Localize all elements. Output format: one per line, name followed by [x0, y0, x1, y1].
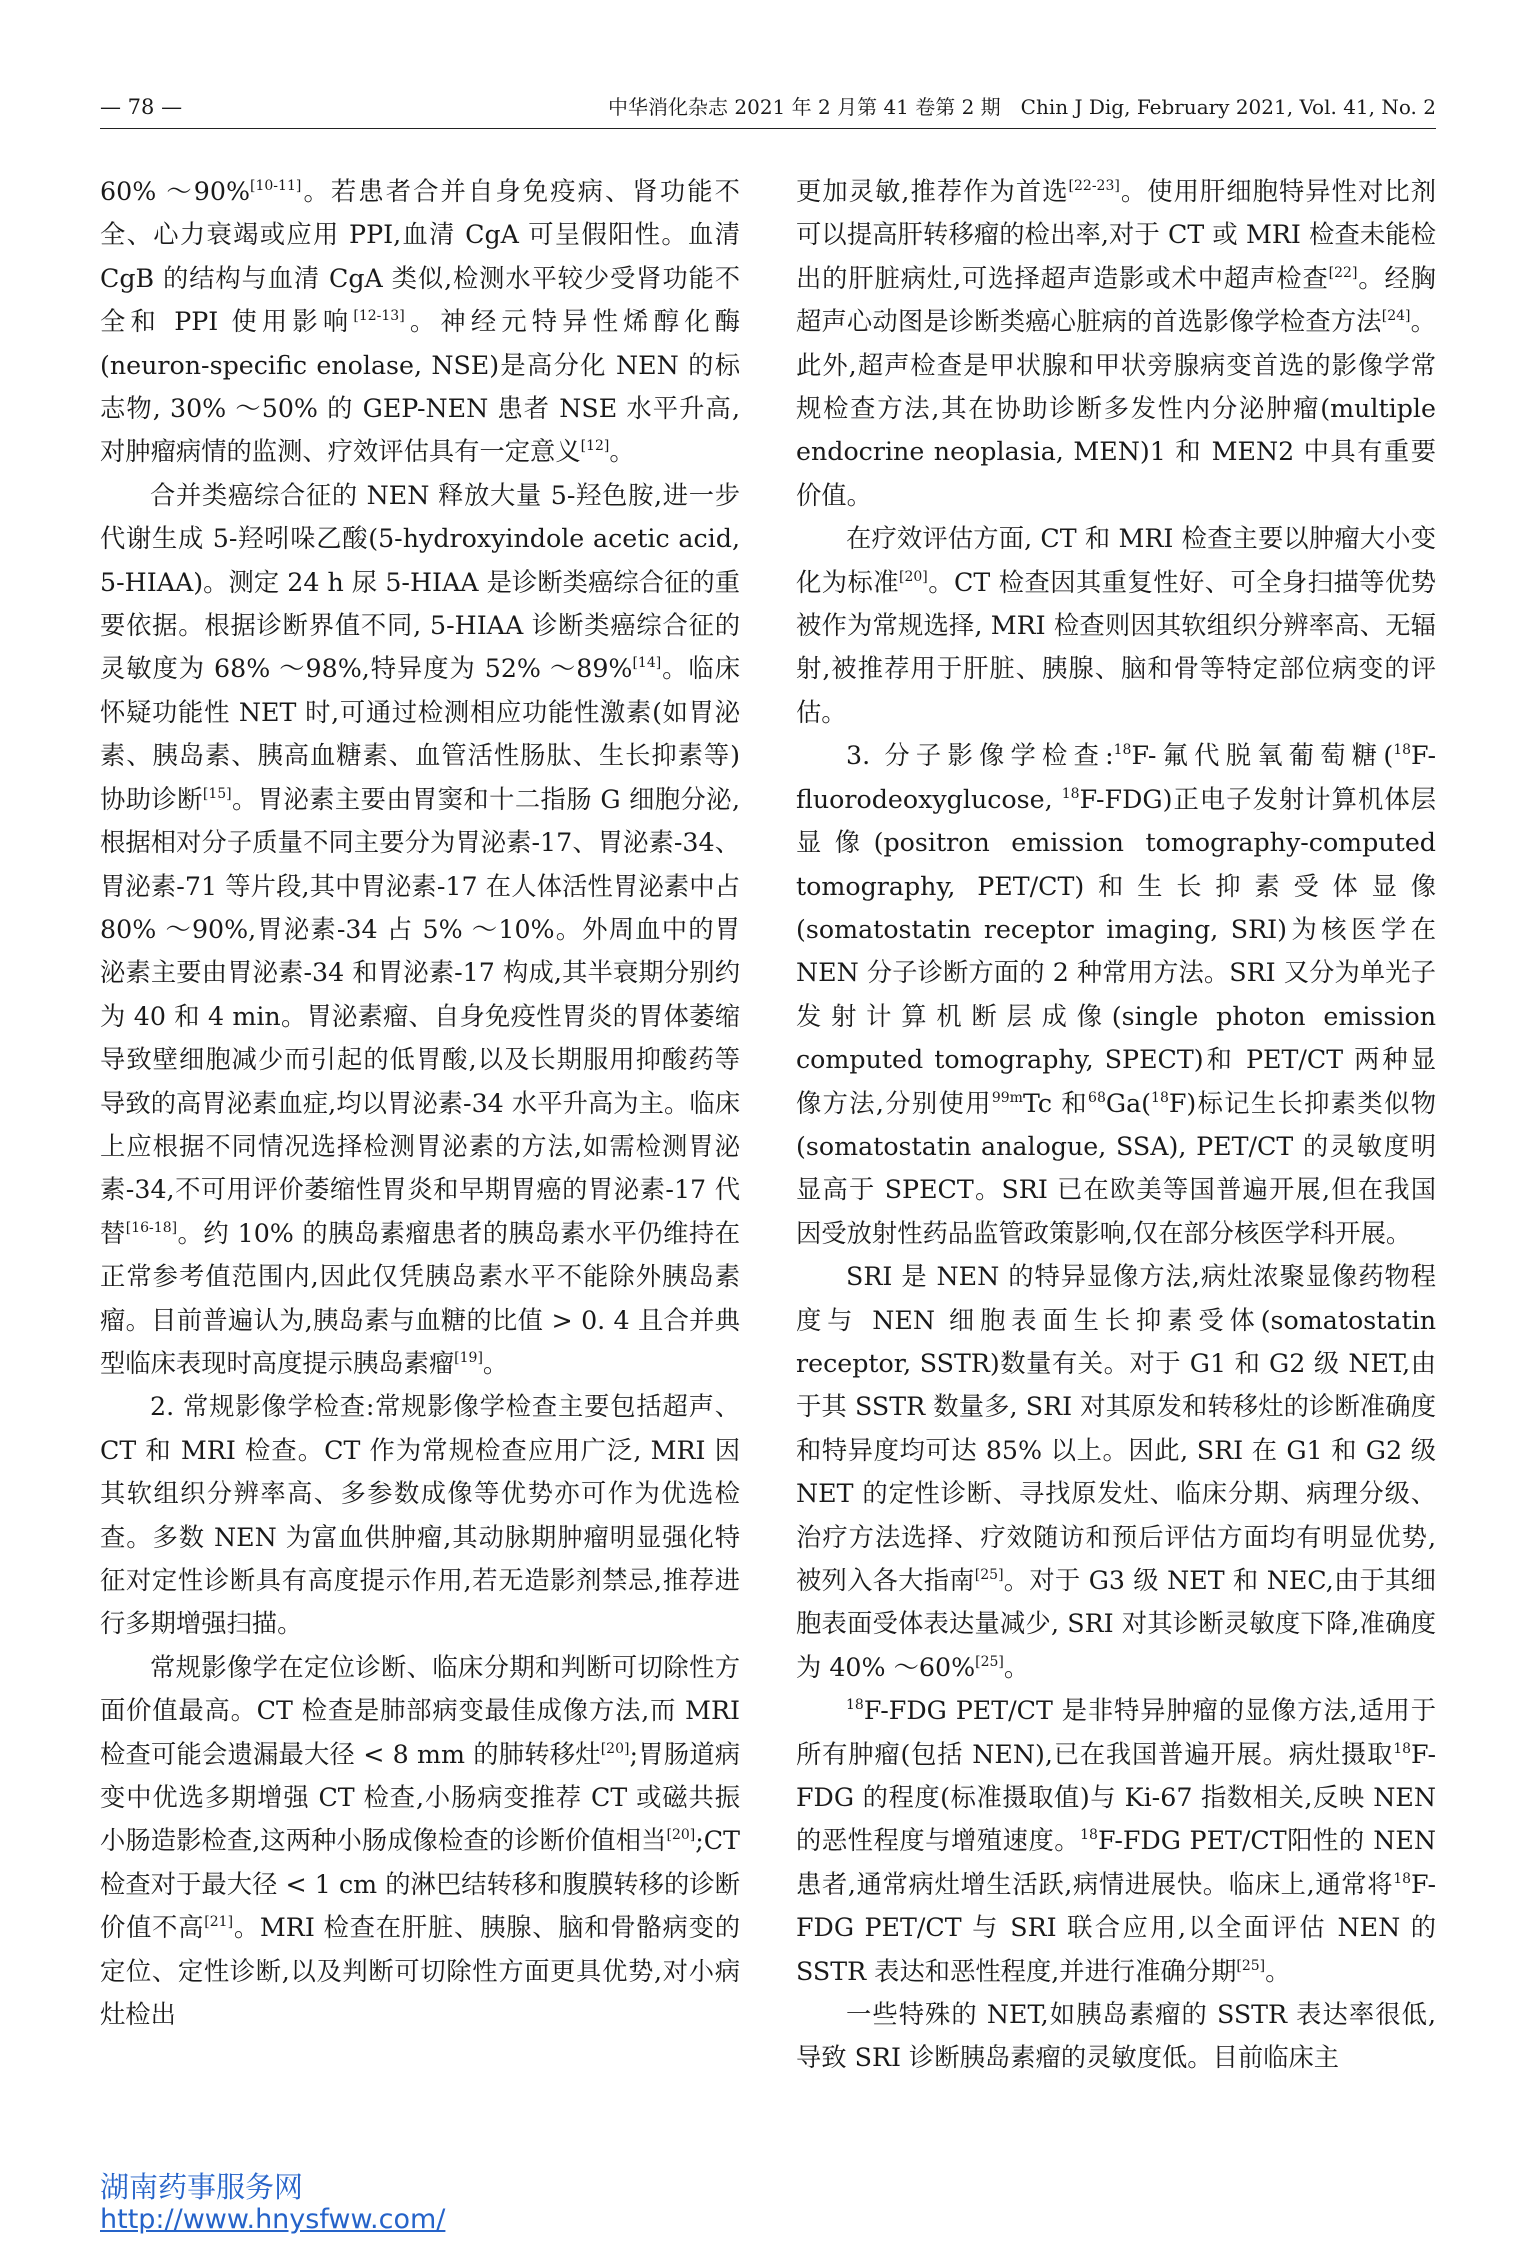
text-run: 。约 10% 的胰岛素瘤患者的胰岛素水平仍维持在正常参考值范围内,因此仅凭胰岛素水平不能除外胰岛素瘤。目前普遍认为,胰岛素与血糖的比值 > 0. 4 且合并典型临床表现时高度提示胰岛素瘤	[100, 1218, 740, 1378]
watermark-url-link[interactable]: http://www.hnysfww.com/	[100, 2204, 446, 2235]
citation-ref: [12]	[580, 438, 610, 455]
paragraph-special-net	[796, 1993, 1436, 2080]
text-run: 一些特殊的 NET,如胰岛素瘤的 SSTR 表达率很低,导致 SRI 诊断胰岛素瘤的灵敏度低。目前临床主	[796, 2000, 1436, 2073]
citation-ref: [25]	[1236, 1957, 1266, 1974]
text-run: 。	[1265, 1956, 1291, 1986]
text-run: F)标记生长抑素类似物(somatostatin analogue, SSA), PET/CT 的灵敏度明显高于 SPECT。SRI 已在欧美等国普遍开展,但在我国因受放射性药品监管政策影响,仅在部分核医学科开展。	[796, 1088, 1437, 1248]
text-run: 在疗效评估方面, CT 和 MRI 检查主要以肿瘤大小变化为标准	[796, 524, 1436, 597]
text-run: F-FDG PET/CT 与 SRI 联合应用,以全面评估 NEN 的 SSTR 表达和恶性程度,并进行准确分期	[796, 1869, 1436, 1986]
isotope-superscript: 18	[1393, 1740, 1412, 1757]
text-run: Ga(	[1105, 1088, 1152, 1118]
paragraph-efficacy-evaluation	[796, 517, 1436, 734]
text-run: 。经胸超声心动图是诊断类癌心脏病的首选影像学检查方法	[796, 263, 1436, 337]
citation-ref: [16-18]	[125, 1219, 178, 1236]
paragraph-conventional-imaging	[100, 1385, 740, 1645]
text-run: ;CT 检查对于最大径 < 1 cm 的淋巴结转移和腹膜转移的诊断价值不高	[100, 1826, 740, 1943]
isotope-superscript: 18	[1393, 742, 1412, 759]
text-run: 。	[609, 437, 635, 467]
citation-ref: [22]	[1328, 264, 1358, 281]
paragraph-mri-continued	[796, 170, 1436, 517]
text-run: 。CT 检查因其重复性好、可全身扫描等优势被作为常规选择, MRI 检查则因其软组织分辨率高、无辐射,被推荐用于肝脏、胰腺、脑和骨等特定部位病变的评估。	[796, 567, 1436, 727]
text-run: 60% ～90%	[100, 177, 251, 206]
running-header	[100, 92, 1436, 129]
text-run: 常规影像学在定位诊断、临床分期和判断可切除性方面价值最高。CT 检查是肺部病变最佳成像方法,而 MRI 检查可能会遗漏最大径 < 8 mm 的肺转移灶	[100, 1652, 740, 1769]
paragraph-fdg-pet	[796, 1689, 1436, 1993]
citation-ref: [22-23]	[1068, 178, 1120, 194]
citation-ref: [25]	[975, 1653, 1004, 1670]
journal-citation: 中华消化杂志 2021 年 2 月第 41 卷第 2 期 Chin J Dig, February 2021, Vol. 41, No. 2	[608, 95, 1436, 119]
text-run: F-FDG PET/CT 是非特异肿瘤的显像方法,适用于所有肿瘤(包括 NEN),已在我国普遍开展。病灶摄取	[796, 1696, 1436, 1769]
citation-ref: [20]	[666, 1827, 696, 1844]
citation-ref: [14]	[632, 655, 662, 672]
isotope-superscript: 18	[1080, 1827, 1098, 1844]
text-run: F-fluorodeoxyglucose,	[796, 741, 1436, 814]
text-run: SRI 是 NEN 的特异显像方法,病灶浓聚显像药物程度与 NEN 细胞表面生长抑素受体(somatostatin receptor, SSTR)数量有关。对于 G1 和 G2 级 NET,由于其 SSTR 数量多, SRI 对其原发和转移灶的诊断准确度和特异度均可达 85% 以上。因此, SRI 在 G1 和 G2 级 NET 的定性诊断、寻找原发灶、临床分期、病理分级、治疗方法选择、疗效随访和预后评估方面均有明显优势,被列入各大指南	[796, 1262, 1436, 1595]
citation-ref: [24]	[1381, 308, 1411, 325]
text-run: 。对于 G3 级 NET 和 NEC,由于其细胞表面受体表达量减少, SRI 对其诊断灵敏度下降,准确度为 40% ～60%	[796, 1566, 1436, 1682]
text-run: F-FDG PET/CT阳性的 NEN 患者,通常病灶增生活跃,病情进展快。临床上,通常将	[796, 1826, 1436, 1899]
citation-ref: [21]	[204, 1914, 234, 1931]
isotope-superscript: 18	[1393, 1870, 1412, 1887]
paragraph-sri	[796, 1255, 1436, 1689]
isotope-superscript: 68	[1088, 1089, 1106, 1106]
text-run: 。MRI 检查在肝脏、胰腺、脑和骨骼病变的定位、定性诊断,以及判断可切除性方面更具优势,对小病灶检出	[100, 1913, 740, 2030]
isotope-superscript: 18	[1061, 785, 1080, 802]
paragraph-imaging-localization	[100, 1646, 740, 2037]
text-run: 。此外,超声检查是甲状腺和甲状旁腺病变首选的影像学常规检查方法,其在协助诊断多发性内分泌肿瘤(multiple endocrine neoplasia, MEN)1 和 MEN2 中具有重要价值。	[796, 307, 1436, 510]
text-run: 。神经元特异性烯醇化酶(neuron-specific enolase, NSE)是高分化 NEN 的标志物, 30% ～50% 的 GEP-NEN 患者 NSE 水平升高,对肿瘤病情的监测、疗效评估具有一定意义	[100, 307, 740, 467]
watermark	[100, 2170, 445, 2236]
isotope-superscript: 18	[1151, 1089, 1169, 1106]
left-column	[100, 170, 740, 2036]
citation-ref: [25]	[974, 1567, 1004, 1583]
paragraph-biomarkers-continued	[100, 170, 740, 474]
citation-ref: [15]	[202, 785, 232, 802]
text-run: Tc 和	[1022, 1088, 1089, 1118]
text-run: 。胃泌素主要由胃窦和十二指肠 G 细胞分泌,根据相对分子质量不同主要分为胃泌素-17、胃泌素-34、胃泌素-71 等片段,其中胃泌素-17 在人体活性胃泌素中占 80% ～90%,胃泌素-34 占 5% ～10%。外周血中的胃泌素主要由胃泌素-34 和胃泌素-17 构成,其半衰期分别约为 40 和 4 min。胃泌素瘤、自身免疫性胃炎的胃体萎缩导致壁细胞减少而引起的低胃酸,以及长期服用抑酸药等导致的高胃泌素血症,均以胃泌素-34 水平升高为主。临床上应根据不同情况选择检测胃泌素的方法,如需检测胃泌素-34,不可用评价萎缩性胃炎和早期胃癌的胃泌素-17 代替	[100, 784, 740, 1248]
isotope-superscript: 18	[846, 1697, 864, 1714]
watermark-site-name: 湖南药事服务网	[100, 2170, 304, 2204]
text-run: 。	[1003, 1652, 1030, 1682]
text-run: 2. 常规影像学检查:常规影像学检查主要包括超声、CT 和 MRI 检查。CT 作为常规检查应用广泛, MRI 因其软组织分辨率高、多参数成像等优势亦可作为优选检查。多数 NEN 为富血供肿瘤,其动脉期肿瘤明显强化特征对定性诊断具有高度提示作用,若无造影剂禁忌,推荐进行多期增强扫描。	[100, 1392, 740, 1639]
text-run: F-FDG 的程度(标准摄取值)与 Ki-67 指数相关,反映 NEN 的恶性程度与增殖速度。	[796, 1739, 1436, 1856]
text-run: 。临床怀疑功能性 NET 时,可通过检测相应功能性激素(如胃泌素、胰岛素、胰高血糖素、血管活性肠肽、生长抑素等)协助诊断	[100, 654, 740, 814]
right-column	[796, 170, 1436, 2080]
text-run: 更加灵敏,推荐作为首选	[796, 177, 1069, 206]
text-run: 。使用肝细胞特异性对比剂可以提高肝转移瘤的检出率,对于 CT 或 MRI 检查未能检出的肝脏病灶,可选择超声造影或术中超声检查	[796, 177, 1436, 293]
isotope-superscript: 18	[1113, 742, 1132, 759]
text-run: 。	[482, 1348, 509, 1378]
text-run: F-氟代脱氧葡萄糖(	[1131, 741, 1394, 771]
citation-ref: [12-13]	[353, 308, 405, 325]
paragraph-5hiaa-hormones	[100, 474, 740, 1386]
isotope-superscript: 99m	[991, 1089, 1023, 1106]
citation-ref: [20]	[600, 1740, 630, 1757]
citation-ref: [20]	[899, 568, 928, 585]
citation-ref: [19]	[454, 1349, 483, 1366]
citation-ref: [10-11]	[250, 178, 302, 194]
text-run: ;胃肠道病变中优选多期增强 CT 检查,小肠病变推荐 CT 或磁共振小肠造影检查,这两种小肠成像检查的诊断价值相当	[100, 1739, 740, 1856]
text-run: 3. 分子影像学检查:	[846, 741, 1114, 771]
paragraph-molecular-imaging	[796, 734, 1436, 1255]
text-run: 合并类癌综合征的 NEN 释放大量 5-羟色胺,进一步代谢生成 5-羟吲哚乙酸(5-hydroxyindole acetic acid, 5-HIAA)。测定 24 h 尿 5-HIAA 是诊断类癌综合征的重要依据。根据诊断界值不同, 5-HIAA 诊断类癌综合征的灵敏度为 68% ～98%,特异度为 52% ～89%	[100, 480, 740, 684]
text-run: F-FDG)正电子发射计算机体层显像(positron emission tomography-computed tomography, PET/CT)和生长抑素受体显像(somatostatin receptor imaging, SRI)为核医学在 NEN 分子诊断方面的 2 种常用方法。SRI 又分为单光子发射计算机断层成像(single photon emission computed tomography, SPECT)和 PET/CT 两种显像方法,分别使用	[796, 784, 1437, 1118]
text-run: 。若患者合并自身免疫病、肾功能不全、心力衰竭或应用 PPI,血清 CgA 可呈假阳性。血清 CgB 的结构与血清 CgA 类似,检测水平较少受肾功能不全和 PPI 使用影响	[100, 177, 740, 337]
page-number: — 78 —	[100, 95, 183, 119]
